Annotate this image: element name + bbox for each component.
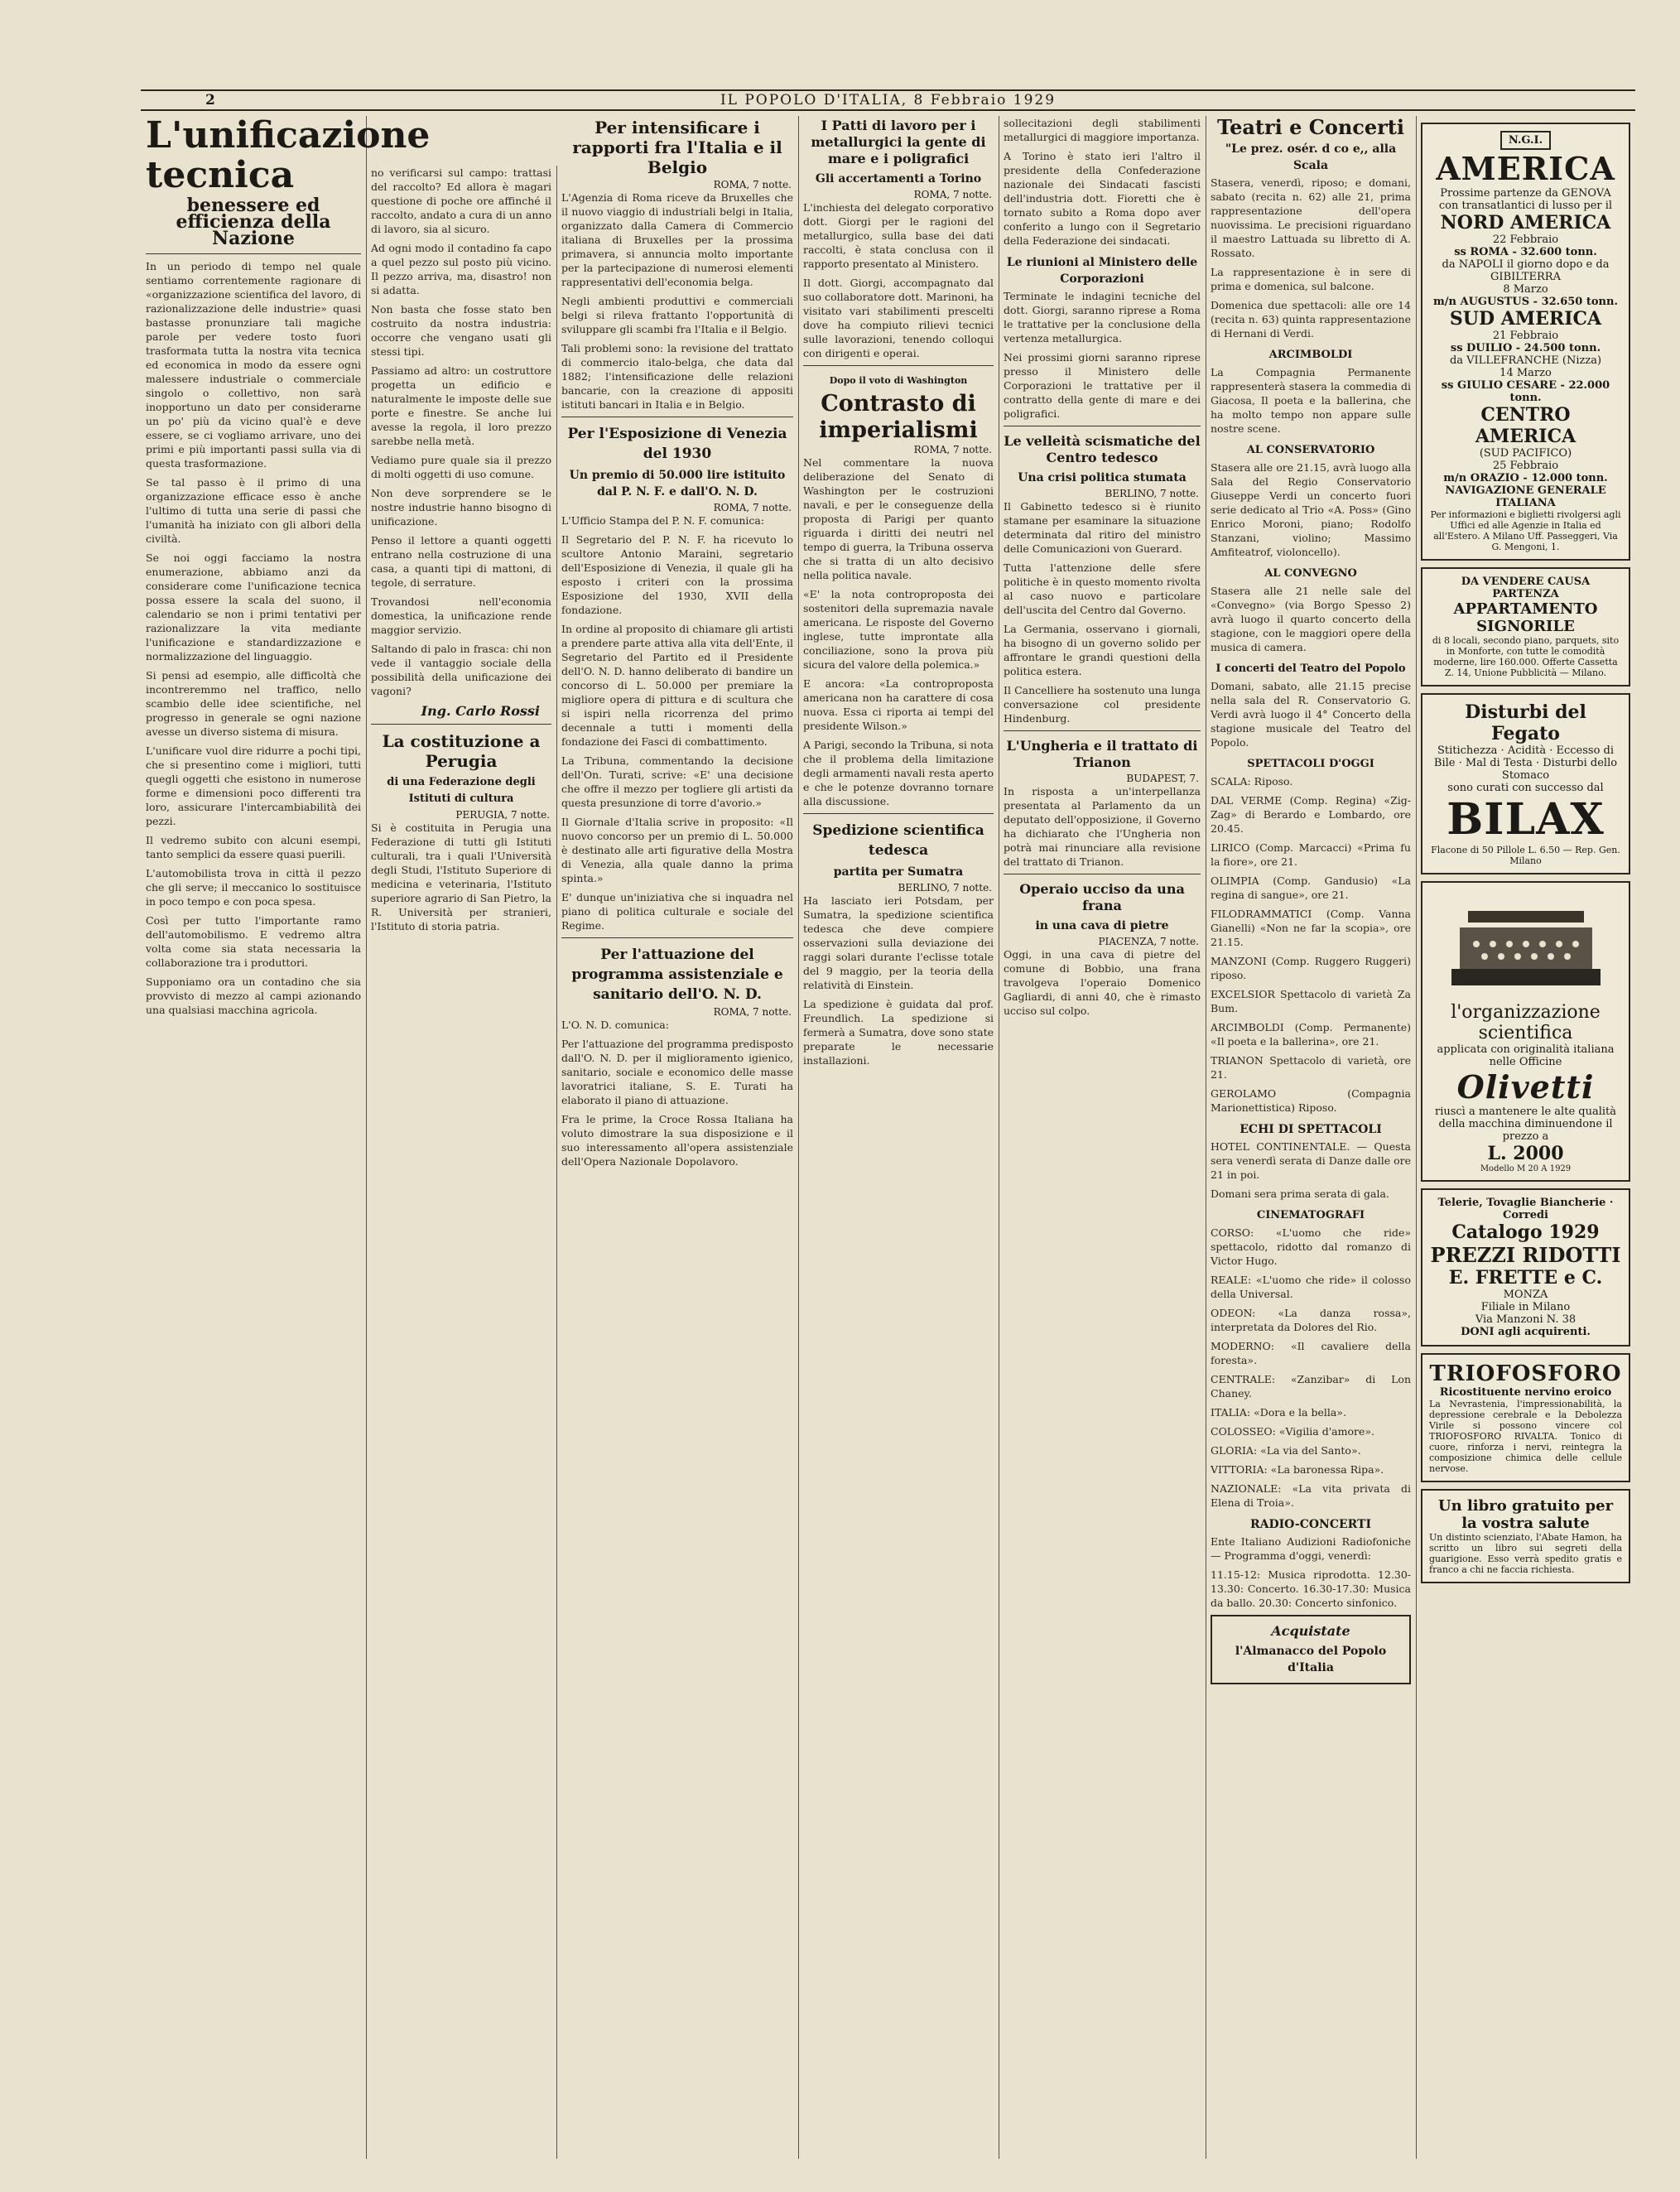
article-paragraph: Il Gabinetto tedesco si è riunito stamane per esaminare la situazione determinata dal ritiro del ministro delle Comunicazioni von Guerard. (1004, 500, 1201, 555)
listing-item: GEROLAMO (Compagnia Marionettistica) Riposo. (1211, 1087, 1411, 1114)
ad-america (1421, 123, 1630, 561)
divider (803, 365, 994, 366)
listing-item: ODEON: «La danza rossa», interpretata da Dolores del Rio. (1211, 1307, 1411, 1333)
dateline: BUDAPEST, 7. (1126, 773, 1199, 784)
departure-date: 21 Febbraio (1492, 330, 1559, 342)
subhead-sumatra: partita per Sumatra (833, 865, 964, 879)
column-5 (999, 116, 1206, 2159)
listing-item: LIRICO (Comp. Marcacci) «Prima fu la fiore», ore 21. (1211, 841, 1411, 868)
subhead-torino: Gli accertamenti a Torino (815, 172, 982, 185)
article-paragraph: A Torino è stato ieri l'altro il presidente della Confederazione nazionale dei Sindacati fascisti dell'industria dott. Fioretti che è tornato subito a Roma dopo aver conferito a lungo con il Segretario della Federazione dei sindacati. (1004, 150, 1201, 247)
ad-company: NAVIGAZIONE GENERALE ITALIANA (1445, 484, 1606, 509)
article-paragraph: Domenica due spettacoli: alle ore 14 (recita n. 63) quinta rappresentazione di Hernani di Verdi. (1211, 299, 1411, 340)
article-paragraph: La Germania, osservano i giornali, ha bisogno di un governo solido per affrontare le grandi questioni della politica estera. (1004, 623, 1201, 677)
ship-name: ss DUILIO - 24.500 tonn. (1450, 342, 1601, 354)
ad-triofosforo (1421, 1353, 1630, 1482)
article-paragraph: Stasera alle 21 nelle sale del «Convegno» (via Borgo Spesso 2) avrà luogo il quarto concerto della stagione, con le maggiori opere della musica di camera. (1211, 585, 1411, 653)
column-2 (366, 166, 557, 2159)
article-paragraph: Così per tutto l'importante ramo dell'automobilismo. E vedremo altra volta come sia stata necessaria la collaborazione tra i produttori. (146, 914, 361, 969)
ad-text: applicata con originalità italiana nelle Officine (1437, 1043, 1615, 1068)
ad-dest-sud: SUD AMERICA (1449, 308, 1602, 330)
ad-title: l'organizzazione scientifica (1451, 1002, 1601, 1043)
article-paragraph: Negli ambienti produttivi e commerciali belgi si rileva frattanto l'opportunità di sviluppare gli scambi fra l'Italia e il Belgio. (561, 295, 793, 335)
ad-dest-nord: NORD AMERICA (1440, 212, 1611, 234)
almanacco-ad (1211, 1615, 1411, 1684)
article-paragraph: La Compagnia Permanente rappresenterà stasera la commedia di Giacosa, Il poeta e la ballerina, che ha molto tempo non appare sulle nostre scene. (1211, 366, 1411, 435)
article-paragraph: Nel commentare la nuova deliberazione del Senato di Washington per le costruzioni navali, e per le conseguenze della proposta di Parigi per quanto riguarda i diritti dei neutri nel tempo di guerra, la Tribuna osserva che si tratta di un alto decisivo nella politica navale. (803, 456, 994, 581)
ad-text: di 8 locali, secondo piano, parquets, sito in Monforte, con tutte le comodità moderne, lire 160.000. Offerte Cassetta Z. 14, Unione Pubblicità — Milano. (1432, 635, 1620, 678)
subhead-premio: Un premio di 50.000 lire istituito dal P. N. F. e dall'O. N. D. (569, 469, 786, 499)
article-paragraph: HOTEL CONTINENTALE. — Questa sera venerdì serata di Danze dalle ore 21 in poi. (1211, 1140, 1411, 1181)
divider (371, 724, 551, 725)
listing-item: CORSO: «L'uomo che ride» spettacolo, ridotto dal romanzo di Victor Hugo. (1211, 1226, 1411, 1267)
page-number: 2 (205, 92, 215, 108)
article-paragraph: In un periodo di tempo nel quale sentiamo correntemente ragionare di «organizzazione scientifica del lavoro, di razionalizzazione delle industrie» quasi bastasse pronunziare tali magiche parole per vedere tosto fuori trasformata tutta la nostra vita tecnica ed economica in modo da essere ogni malessere industriale o commerciale singolo o collettivo, non sarà inopportuno un dato per considerarne un po' più da vicino qual'è e deve essere, se ci vogliamo arrivare, uno dei primi e più importanti passi sulla via di questa trasformazione. (146, 260, 361, 470)
listing-item: SCALA: Riposo. (1211, 775, 1293, 788)
ad-note: DONI agli acquirenti. (1461, 1326, 1591, 1338)
subhead-riunioni: Le riunioni al Ministero delle Corporazioni (1006, 256, 1198, 286)
column-7-ads (1416, 116, 1635, 2159)
dateline: ROMA, 7 notte. (713, 1006, 792, 1018)
ad-brand: TRIOFOSFORO (1429, 1361, 1622, 1386)
article-paragraph: Domani, sabato, alle 21.15 precise nella sala del R. Conservatorio G. Verdi avrà luogo il 4° Concerto della stagione musicale del Teatro del Popolo. (1211, 680, 1411, 749)
headline-teatri: Teatri e Concerti (1216, 115, 1405, 139)
article-paragraph: Si è costituita in Perugia una Federazione di tutti gli Istituti culturali, tra i quali l'Università degli Studi, l'Istituto Superiore di medicina e veterinaria, l'Istituto superiore agrario di San Pietro, la R. Università per stranieri, l'Istituto di storia patria. (371, 821, 551, 932)
ad-america-sub: Prossime partenze da GENOVA con transatlantici di lusso per il (1438, 187, 1613, 212)
ad-brand: Olivetti (1456, 1068, 1595, 1106)
dateline: ROMA, 7 notte. (913, 189, 992, 200)
dateline: PERUGIA, 7 notte. (455, 809, 550, 821)
article-paragraph: Il Cancelliere ha sostenuto una lunga conversazione col presidente Hindenburg. (1004, 684, 1201, 725)
subhead-echi: ECHI DI SPETTACOLI (1240, 1123, 1382, 1136)
article-paragraph: Passiamo ad altro: un costruttore progetta un edificio e naturalmente le imposte delle sue porte e finestre. Se anche lui avesse la regola, il loro prezzo sarebbe nella metà. (371, 364, 551, 447)
dateline: PIACENZA, 7 notte. (1098, 936, 1199, 947)
article-paragraph: Il Giornale d'Italia scrive in proposito: «Il nuovo concorso per un premio di L. 50.000 è destinato alle arti figurative della Mostra di Venezia, alla quale danno la prima spinta.» (561, 816, 793, 884)
ad-text: riuscì a mantenere le alte qualità della macchina diminuendone il prezzo a (1434, 1106, 1617, 1143)
ad-branch: Filiale in Milano (1480, 1301, 1571, 1313)
article-paragraph: A Parigi, secondo la Tribuna, si nota che il problema della limitazione degli armamenti navali resta aperto e che le potenze dovranno tornare alla discussione. (803, 739, 994, 807)
article-paragraph: Vediamo pure quale sia il prezzo di molti oggetti di uso comune. (371, 454, 551, 480)
ad-note: Flacone di 50 Pillole L. 6.50 — Rep. Gen. Milano (1431, 845, 1620, 866)
article-paragraph: Tali problemi sono: la revisione del trattato di commercio italo-belga, che data dal 1882; l'intensificazione delle relazioni bancarie, con la creazione di appositi istituti bancari in Italia e in Belgio. (561, 342, 793, 411)
dateline: ROMA, 7 notte. (713, 502, 792, 513)
ship-name: ss GIULIO CESARE - 22.000 tonn. (1441, 379, 1610, 404)
article-paragraph: Se tal passo è il primo di una organizzazione efficace esso è anche l'ultimo di tutta una serie di passi che l'umanità ha iniziato con gli albori della civiltà. (146, 476, 361, 545)
ad-title: Un libro gratuito per la vostra salute (1437, 1497, 1614, 1532)
subhead-conservatorio: AL CONSERVATORIO (1246, 444, 1375, 456)
divider (803, 813, 994, 814)
ad-brand: E. FRETTE e C. (1448, 1267, 1603, 1289)
listing-item: VITTORIA: «La baronessa Ripa». (1211, 1463, 1384, 1476)
article-paragraph: Il vedremo subito con alcuni esempi, tanto semplici da essere quasi puerili. (146, 834, 361, 860)
headline-imperialismi: Contrasto di imperialismi (819, 391, 978, 443)
article-paragraph: sollecitazioni degli stabilimenti metallurgici di maggiore importanza. (1004, 117, 1201, 143)
departure-note: da VILLEFRANCHE (Nizza) (1449, 354, 1602, 367)
divider (1004, 730, 1201, 731)
article-paragraph: Tutta l'attenzione delle sfere politiche è in questo momento rivolta al caso nuovo e particolare dell'uscita del Centro dal Governo. (1004, 561, 1201, 616)
article-paragraph: Supponiamo ora un contadino che sia provvisto di mezzo al campi azionando una qualsiasi macchina agricola. (146, 976, 361, 1016)
subhead-cinematografi: CINEMATOGRAFI (1256, 1209, 1365, 1221)
article-paragraph: In risposta a un'interpellanza presentata al Parlamento da un deputato dell'opposizione, il Governo ha dichiarato che l'Ungheria non potrà mai rinunciare alla revisione del trattato di Trianon. (1004, 785, 1201, 868)
ad-olivetti (1421, 881, 1630, 1182)
dateline: ROMA, 7 notte. (913, 444, 992, 455)
column-4 (798, 116, 999, 2159)
headline-centro-tedesco: Le velleità scismatiche del Centro tedesco (1004, 433, 1201, 465)
ad-sub: Ricostituente nervino eroico (1439, 1386, 1612, 1399)
ad-text: Un distinto scienziato, l'Abate Hamon, ha scritto un libro sui segreti della guarigione. Esso verrà spedito gratis e franco a chi ne faccia richiesta. (1429, 1532, 1622, 1575)
ngi-badge: N.G.I. (1500, 131, 1551, 150)
divider (146, 253, 361, 254)
ad-text: Stitichezza · Acidità · Eccesso di Bile · Mal di Testa · Disturbi dello Stomaco (1433, 744, 1618, 782)
listing-item: TRIANON Spettacolo di varietà, ore 21. (1211, 1054, 1411, 1081)
newspaper-title: IL POPOLO D'ITALIA, 8 Febbraio 1929 (720, 92, 1057, 108)
ad-note: Modello M 20 A 1929 (1480, 1164, 1572, 1173)
listing-item: ITALIA: «Dora e la bella». (1211, 1406, 1346, 1419)
listing-item: FILODRAMMATICI (Comp. Vanna Gianelli) «Non ne far la scopia», ore 21.15. (1211, 908, 1411, 948)
ad-catalog: Catalogo 1929 (1451, 1221, 1600, 1243)
departure-note: da NAPOLI il giorno dopo e da GIBILTERRA (1442, 258, 1610, 283)
article-paragraph: Oggi, in una cava di pietre del comune di Bobbio, una frana travolgeva l'operaio Domenico Gagliardi, di anni 40, che è rimasto ucciso sul colpo. (1004, 948, 1201, 1017)
article-paragraph: La Tribuna, commentando la decisione dell'On. Turati, scrive: «E' una decisione che offre il mezzo per togliere gli artisti da questa presunzione di torre d'avorio.» (561, 754, 793, 809)
listing-item: CENTRALE: «Zanzibar» di Lon Chaney. (1211, 1373, 1411, 1400)
article-paragraph: Terminate le indagini tecniche del dott. Giorgi, saranno riprese a Roma le trattative per la conclusione della vertenza metallurgica. (1004, 290, 1201, 344)
ad-title: Telerie, Tovaglie Biancherie · Corredi (1437, 1197, 1614, 1221)
headline-unificazione: L'unificazione tecnica (146, 114, 431, 196)
ship-name: m/n ORAZIO - 12.000 tonn. (1443, 472, 1608, 484)
headline-operaio: Operaio ucciso da una frana (1019, 881, 1185, 913)
headline-venezia: Per l'Esposizione di Venezia del 1930 (567, 426, 787, 462)
subhead-scala: "Le prez. osér. d co e,, alla Scala (1225, 142, 1397, 172)
ad-libro (1421, 1489, 1630, 1583)
article-paragraph: Saltando di palo in frasca: chi non vede il vantaggio sociale della possibilità della unificazione dei vagoni? (371, 643, 551, 697)
article-paragraph: L'unificare vuol dire ridurre a pochi tipi, che si presentino come i migliori, tutti quegli oggetti che esistono in numerose forme e dimensioni poco differenti tra loro, assicurare l'intercambiabilità dei pezzi. (146, 744, 361, 827)
dateline: BERLINO, 7 notte. (898, 882, 992, 894)
article-paragraph: L'O. N. D. comunica: (561, 1019, 669, 1031)
ad-title: Disturbi del Fegato (1465, 701, 1586, 744)
article-paragraph: In ordine al proposito di chiamare gli artisti a prendere parte attiva alla vita dell'Ente, il Segretario del Partito ed il Presidente dell'O. N. D. hanno deliberato di bandire un concorso di L. 50.000 per premiare la migliore opera di pittura e di scultura che si ispiri nella ricorrenza del primo decennale a tutti i momenti della fondazione dei Fasci di combattimento. (561, 623, 793, 748)
author-signature: Ing. Carlo Rossi (421, 703, 540, 719)
dateline: ROMA, 7 notte. (713, 179, 792, 190)
ad-america-title: AMERICA (1436, 150, 1615, 187)
subhead-crisi: Una crisi politica stumata (1018, 471, 1187, 484)
article-paragraph: 11.15-12: Musica riprodotta. 12.30-13.30: Concerto. 16.30-17.30: Musica da ballo. 20.30: Concerto sinfonico. (1211, 1568, 1411, 1609)
headline-ungheria: L'Ungheria e il trattato di Trianon (1006, 738, 1198, 770)
article-paragraph: Nei prossimi giorni saranno riprese presso il Ministero delle Corporazioni le trattative per il contratto della gente di mare e dei poligrafici. (1004, 351, 1201, 420)
ad-text: La Nevrastenia, l'impressionabilità, la depressione cerebrale e la Debolezza Virile si possono vincere col TRIOFOSFORO RIVALTA. Tonico di cuore, rinforza i nervi, reintegra la composizione chimica delle cellule nervose. (1429, 1399, 1622, 1474)
article-paragraph: E ancora: «La controproposta americana non ha carattere di cosa nuova. Essa ci riporta ai tempi del presidente Wilson.» (803, 677, 994, 732)
listing-item: GLORIA: «La via del Santo». (1211, 1444, 1361, 1457)
listing-item: NAZIONALE: «La vita privata di Elena di Troia». (1211, 1482, 1411, 1509)
listing-item: COLOSSEO: «Vigilia d'amore». (1211, 1425, 1374, 1438)
listing-item: REALE: «L'uomo che ride» il colosso della Universal. (1211, 1274, 1411, 1300)
ad-bilax (1421, 693, 1630, 874)
ad-contacts: Per informazioni e biglietti rivolgersi agli Uffici ed alle Agenzie in Italia ed all'Estero. A Milano Uff. Passeggeri, Via G. Mengoni, 1. (1430, 509, 1621, 552)
article-paragraph: L'inchiesta del delegato corporativo dott. Giorgi per le ragioni del metallurgico, sulla base dei dati raccolti, è stata conclusa con il rapporto presentato al Ministero. (803, 201, 994, 270)
ad-appartamento (1421, 567, 1630, 687)
dest-sub: (SUD PACIFICO) (1479, 447, 1572, 460)
column-1 (141, 114, 431, 2159)
article-paragraph: Si pensi ad esempio, alle difficoltà che incontreremmo nel traffico, nello scambio delle idee scientifiche, nel progresso in generale se ogni nazione avesse un diverso sistema di misura. (146, 669, 361, 738)
ad-address: Via Manzoni N. 38 (1475, 1313, 1577, 1326)
article-paragraph: La spedizione è guidata dal prof. Freundlich. La spedizione si fermerà a Sumatra, dove sono state preparate le necessarie installazioni. (803, 998, 994, 1067)
ad-city: MONZA (1503, 1289, 1548, 1301)
ad-frette (1421, 1188, 1630, 1347)
headline-perugia: La costituzione a Perugia (382, 731, 541, 771)
dateline: BERLINO, 7 notte. (1105, 488, 1199, 499)
listing-item: MANZONI (Comp. Ruggero Ruggeri) riposo. (1211, 955, 1411, 981)
subhead-cava: in una cava di pietre (1035, 919, 1169, 932)
ship-name: m/n AUGUSTUS - 32.650 tonn. (1433, 296, 1618, 308)
article-paragraph: L'automobilista trova in città il pezzo che gli serve; il meccanico lo sostituisce in poco tempo e con poca spesa. (146, 867, 361, 908)
subhead-spettacoli: SPETTACOLI D'OGGI (1247, 758, 1374, 770)
kicker-washington: Dopo il voto di Washington (829, 375, 968, 386)
listing-item: DAL VERME (Comp. Regina) «Zig-Zag» di Berardo e Lombardo, ore 20.45. (1211, 794, 1411, 835)
masthead (141, 89, 1635, 111)
ad-title: DA VENDERE CAUSA PARTENZA (1461, 576, 1591, 600)
divider (561, 937, 793, 938)
article-paragraph: Il Segretario del P. N. F. ha ricevuto lo scultore Antonio Maraini, segretario dell'Esposizione di Venezia, il quale gli ha esposto i criteri con la prossima Esposizione del 1930, XVII della fondazione. (561, 533, 793, 616)
ad-dest-centro: CENTRO AMERICA (1475, 404, 1577, 447)
ad-headline: PREZZI RIDOTTI (1430, 1243, 1621, 1267)
headline-patti-lavoro: I Patti di lavoro per i metallurgici la gente di mare e i poligrafici (811, 118, 986, 166)
ad-text: sono curati con successo dal (1447, 782, 1604, 794)
article-paragraph: Non basta che fosse stato ben costruito da nostra industria: occorre che vengano usati gli stessi tipi. (371, 303, 551, 358)
column-3 (556, 116, 799, 2159)
article-paragraph: Stasera, venerdì, riposo; e domani, sabato (recita n. 62) alle 21, prima rappresentazione dell'opera nuovissima. Le precisioni riguardano il maestro Lattuada su libretto di A. Rossato. (1211, 176, 1411, 259)
subhead-radio: RADIO-CONCERTI (1249, 1518, 1371, 1531)
ad-headline: APPARTAMENTO SIGNORILE (1453, 600, 1598, 635)
typewriter-icon (1435, 894, 1617, 994)
column-6 (1206, 116, 1417, 2159)
article-paragraph: Il dott. Giorgi, accompagnato dal suo collaboratore dott. Marinoni, ha visitato vari stabilimenti prescelti dove ha compiuto rilievi tecnici sulle lavorazioni, tenendo colloqui con dirigenti e operai. (803, 277, 994, 359)
ad-brand: BILAX (1447, 794, 1605, 845)
article-paragraph: «E' la nota controproposta dei sostenitori della supremazia navale americana. Le risposte del Governo inglese, tutte improntate alla conciliazione, sono la prova più sicura del valore della polemica.» (803, 588, 994, 671)
article-paragraph: Fra le prime, la Croce Rossa Italiana ha voluto dimostrare la sua disposizione e il suo interessamento all'opera assistenziale dell'Opera Nazionale Dopolavoro. (561, 1113, 793, 1168)
listing-item: EXCELSIOR Spettacolo di varietà Za Bum. (1211, 988, 1411, 1014)
subhead-convegno: AL CONVEGNO (1264, 567, 1357, 580)
article-paragraph: Per l'attuazione del programma predisposto dall'O. N. D. per il miglioramento igienico, sanitario, sociale e economico delle masse lavoratrici italiane, S. E. Turati ha elaborato il piano di attuazione. (561, 1038, 793, 1106)
ad-price: L. 2000 (1487, 1143, 1564, 1164)
article-paragraph: L'Ufficio Stampa del P. N. F. comunica: (561, 514, 765, 527)
article-paragraph: La rappresentazione è in sere di prima e domenica, sul balcone. (1211, 266, 1411, 292)
article-paragraph: Penso il lettore a quanti oggetti entrano nella costruzione di una casa, a quanti tipi di mattoni, di tegole, di serrature. (371, 534, 551, 589)
article-paragraph: Trovandosi nell'economia domestica, la unificazione rende maggior servizio. (371, 595, 551, 636)
article-paragraph: E' dunque un'iniziativa che si inquadra nel piano di politica culturale e sociale del Regime. (561, 891, 793, 932)
listing-item: MODERNO: «Il cavaliere della foresta». (1211, 1340, 1411, 1366)
article-paragraph: L'Agenzia di Roma riceve da Bruxelles che il nuovo viaggio di industriali belgi in Italia, organizzato dalla Camera di Commercio italiana di Bruxelles per la prossima primavera, si annuncia molto importante per la partecipazione di numerosi elementi rappresentativi dell'economia belga. (561, 191, 793, 288)
headline-belgio: Per intensificare i rapporti fra l'Italia e il Belgio (572, 118, 782, 177)
listing-item: ARCIMBOLDI (Comp. Permanente) «Il poeta e la ballerina», ore 21. (1211, 1021, 1411, 1048)
article-paragraph: Ad ogni modo il contadino fa capo a quel pezzo sul posto più vicino. Il pezzo arriva, ma, disastro! non si adatta. (371, 242, 551, 296)
headline-spedizione: Spedizione scientifica tedesca (812, 822, 984, 859)
departure-date: 25 Febbraio (1492, 460, 1559, 472)
departure-date: 14 Marzo (1499, 367, 1552, 379)
departure-date: 8 Marzo (1503, 283, 1548, 296)
article-paragraph: Ha lasciato ieri Potsdam, per Sumatra, la spedizione scientifica tedesca che deve compiere osservazioni sulla deviazione dei raggi solari durante l'eclisse totale del 9 maggio, per la teoria della relatività di Einstein. (803, 894, 994, 991)
subhead-teatro-popolo: I concerti del Teatro del Popolo (1215, 662, 1406, 675)
article-paragraph: Stasera alle ore 21.15, avrà luogo alla Sala del Regio Conservatorio Giuseppe Verdi un concerto fuori serie dedicato al Trio «A. Poss» (Gino Enrico Moroni, piano; Rodolfo Stanzani, violino; Massimo Amfiteatrof, violoncello). (1211, 461, 1411, 558)
article-paragraph: no verificarsi sul campo: trattasi del raccolto? Ed allora è magari questione di poche ore affinché il raccolto, andato a cura di un anno di lavoro, sia al sicuro. (371, 166, 551, 235)
headline-ond: Per l'attuazione del programma assistenziale e sanitario dell'O. N. D. (571, 947, 783, 1003)
almanacco-title: Acquistate (1271, 1623, 1350, 1639)
departure-date: 22 Febbraio (1492, 234, 1559, 246)
listing-item: OLIMPIA (Comp. Gandusio) «La regina di sangue», ore 21. (1211, 874, 1411, 901)
ship-name: ss ROMA - 32.600 tonn. (1454, 246, 1597, 258)
almanacco-text: l'Almanacco del Popolo d'Italia (1235, 1645, 1387, 1674)
subhead-benessere: benessere ed efficienza della Nazione (176, 195, 331, 249)
article-paragraph: Se noi oggi facciamo la nostra enumerazione, abbiamo anzi da considerare come l'unificazione tecnica possa essere la scala del suono, il calendario se non i primi tentativi per razionalizzare la vita mediante l'unificazione e standardizzazione e normalizzazione del linguaggio. (146, 552, 361, 662)
article-paragraph: Ente Italiano Audizioni Radiofoniche — Programma d'oggi, venerdì: (1211, 1535, 1411, 1562)
subhead-arcimboldi: ARCIMBOLDI (1268, 349, 1353, 361)
article-paragraph: Non deve sorprendere se le nostre industrie hanno bisogno di unificazione. (371, 487, 551, 528)
subhead-perugia: di una Federazione degli Istituti di cultura (387, 776, 536, 805)
article-paragraph: Domani sera prima serata di gala. (1211, 1188, 1389, 1200)
